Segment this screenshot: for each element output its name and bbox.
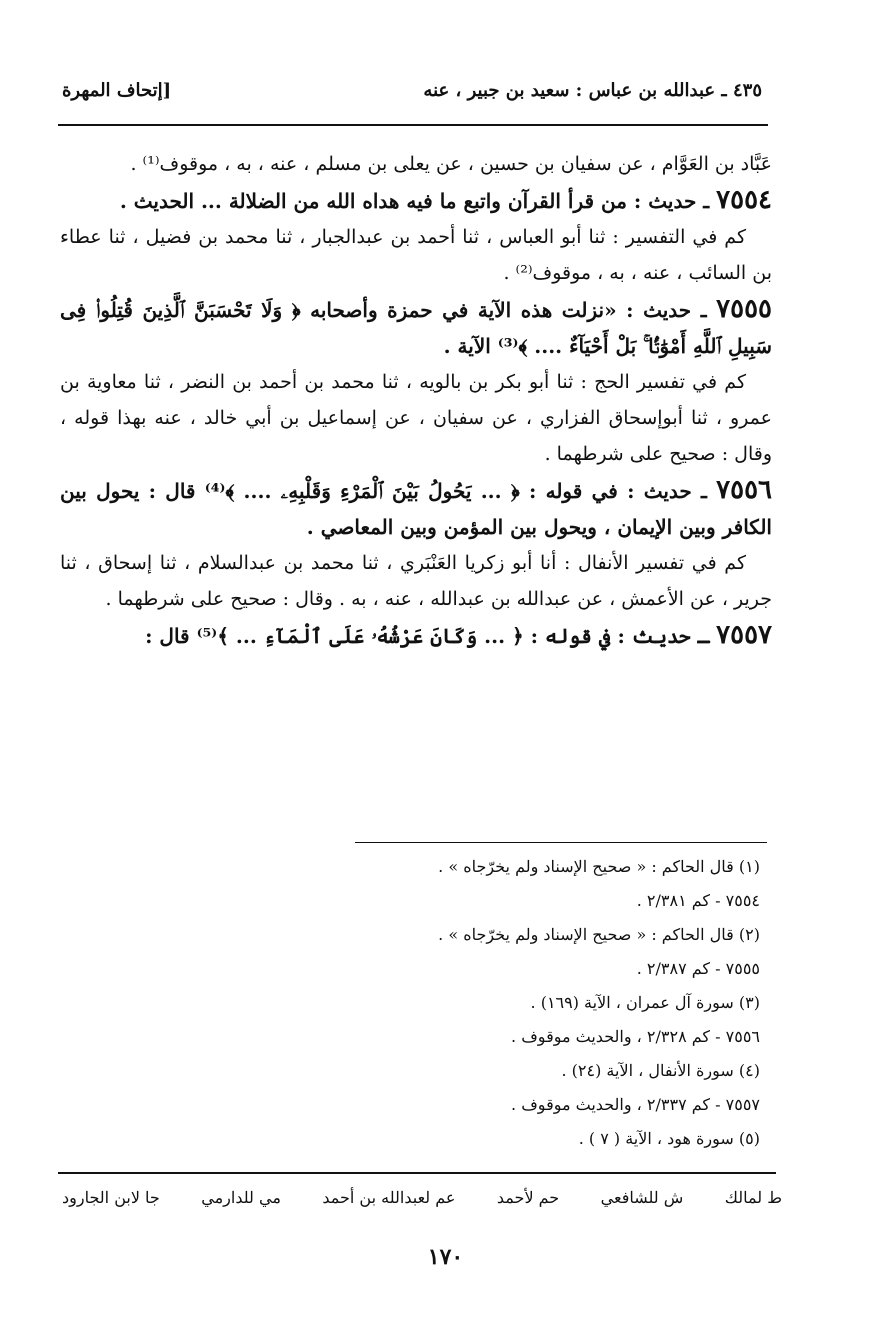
hadith-7556 [60, 472, 772, 545]
footnote: ٧٥٥٤ - كم ٢/٣٨١ . [636, 891, 760, 910]
hadith-7554 [60, 182, 772, 219]
isnad-paragraph: كم في التفسير : ثنا أبو العباس ، ثنا أحمد بن عبدالجبار ، ثنا محمد بن فضيل ، ثنا عطاء بن السائب ، عنه ، به ، موقوف⁽²⁾ . [60, 226, 772, 284]
footnote: ٧٥٥٧ - كم ٢/٣٣٧ ، والحديث موقوف . [511, 1095, 760, 1114]
hadith-number: ٧٥٥٥ [716, 294, 773, 324]
footnote: (٣) سورة آل عمران ، الآية (١٦٩) . [530, 993, 760, 1012]
page-number: ١٧٠ [427, 1244, 464, 1270]
header-book-title: [إتحاف المهرة [62, 80, 172, 101]
footnote-rule [355, 842, 767, 843]
hadith-number: ٧٥٥٤ [716, 185, 772, 215]
header-chapter-title: ٤٣٥ ـ عبدالله بن عباس : سعيد بن جبير ، عنه [423, 80, 762, 101]
footnote: ٧٥٥٦ - كم ٢/٣٢٨ ، والحديث موقوف . [511, 1027, 760, 1046]
isnad-continuation: عَبَّاد بن العَوَّام ، عن سفيان بن حسين ، عن يعلى بن مسلم ، عنه ، به ، موقوف⁽¹⁾ . [130, 153, 772, 175]
siglum: ط لمالك [724, 1188, 782, 1207]
siglum: عم لعبدالله بن أحمد [322, 1188, 456, 1207]
siglum: مي للدارمي [201, 1188, 281, 1207]
sigla-legend [62, 1188, 782, 1207]
footnote: (٤) سورة الأنفال ، الآية (٢٤) . [561, 1061, 760, 1080]
footnote: ٧٥٥٥ - كم ٢/٣٨٧ . [636, 959, 760, 978]
footnotes [350, 850, 760, 1156]
isnad-paragraph: كم في تفسير الأنفال : أنا أبو زكريا العَنْبَري ، ثنا محمد بن عبدالسلام ، ثنا إسحاق ، ثنا جرير ، عن الأعمش ، عن عبدالله بن عبدالله ، عنه ، به . وقال : صحيح على شرطهما . [60, 552, 772, 610]
hadith-text: ـ حديث : في قوله : ﴿ ... يَحُولُ بَيْنَ ٱلْمَرْءِ وَقَلْبِهِۦ .... ﴾⁽⁴⁾ قال : يحول بين الكافر وبين الإيمان ، ويحول بين المؤمن وبين المعاصي . [60, 479, 772, 539]
hadith-number: ٧٥٥٧ [716, 620, 772, 650]
main-text [60, 146, 772, 654]
isnad-paragraph: كم في تفسير الحج : ثنا أبو بكر بن بالويه ، ثنا محمد بن أحمد بن النضر ، ثنا معاوية بن عمرو ، ثنا أبوإسحاق الفزاري ، عن سفيان ، عن إسماعيل بن أبي خالد ، عنه بهذا قوله ، وقال : صحيح على شرطهما . [60, 371, 772, 465]
hadith-7557 [60, 617, 772, 654]
footnote: (٢) قال الحاكم : « صحيح الإسناد ولم يخرّجاه » . [438, 925, 760, 944]
hadith-text: ـ حديث : في قوله : ﴿ ... وَكَانَ عَرْشُهُۥ عَلَى ٱلْمَآءِ ... ﴾⁽⁵⁾ قال : [145, 624, 710, 648]
hadith-number: ٧٥٥٦ [716, 475, 773, 505]
sigla-rule [58, 1172, 776, 1174]
hadith-text: ـ حديث : «نزلت هذه الآية في حمزة وأصحابه ﴿ وَلَا تَحْسَبَنَّ ٱلَّذِينَ قُتِلُوا۟ فِى سَبِيلِ ٱللَّهِ أَمْوَٰتًۢا ۚ بَلْ أَحْيَآءٌ .... ﴾⁽³⁾ الآية . [60, 298, 772, 358]
header-rule [58, 124, 768, 126]
hadith-7555 [60, 291, 772, 364]
footnote: (١) قال الحاكم : « صحيح الإسناد ولم يخرّجاه » . [438, 857, 760, 876]
hadith-text: ـ حديث : من قرأ القرآن واتبع ما فيه هداه الله من الضلالة ... الحديث . [119, 189, 710, 213]
siglum: حم لأحمد [496, 1188, 560, 1207]
footnote: (٥) سورة هود ، الآية ( ٧ ) . [578, 1129, 760, 1148]
siglum: ش للشافعي [600, 1188, 684, 1207]
siglum: جا لابن الجارود [62, 1188, 160, 1207]
running-header [62, 80, 762, 101]
